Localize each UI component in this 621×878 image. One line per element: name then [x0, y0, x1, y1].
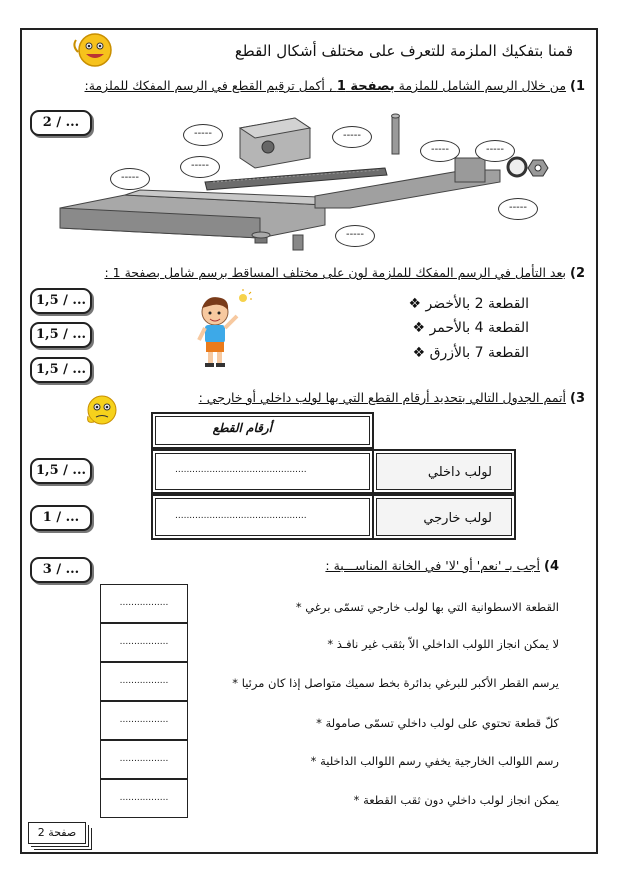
- callout-5: -----: [420, 140, 460, 162]
- q4-answer-6[interactable]: .................: [100, 779, 188, 818]
- q2-item-1: القطعة 2 بالأخضر ❖: [409, 296, 530, 312]
- q3-row-1-blank: ..............................................: [175, 465, 307, 475]
- q2-score-1: 1,5 / ...: [30, 288, 92, 314]
- q2-text: 2) بعد التأمل في الرسم المفكك للملزمة لون على مختلف المساقط برسم شامل بصفحة 1 :: [104, 265, 585, 281]
- q2-score-3: 1,5 / ...: [30, 357, 92, 383]
- q2-score-2: 1,5 / ...: [30, 322, 92, 348]
- q4-statement-5: رسم اللوالب الخارجية يخفي رسم اللوالب الداخلية *: [311, 754, 559, 768]
- q3-score-2: 1 / ...: [30, 505, 92, 531]
- q1-text: 1) من خلال الرسم الشامل للملزمة بصفحة 1 , أكمل ترقيم القطع في الرسم المفكك للملزمة:: [84, 78, 585, 94]
- q4-answer-5[interactable]: .................: [100, 740, 188, 779]
- callout-8: -----: [335, 225, 375, 247]
- q3-row-1-label: لولب داخلي: [427, 465, 492, 480]
- q3-table-header: [151, 412, 374, 449]
- q2-item-2: القطعة 4 بالأحمر ❖: [413, 320, 529, 336]
- callout-3: -----: [180, 156, 220, 178]
- q4-statement-3: يرسم القطر الأكبر للبرغي بدائرة بخط سميك متواصل إذا كان مرئيا *: [232, 676, 559, 690]
- q4-answer-2[interactable]: .................: [100, 623, 188, 662]
- q3-row-2-label: لولب خارجي: [423, 511, 492, 526]
- q1-score: 2 / ...: [30, 110, 92, 136]
- q3-header-label: أرقام القطع: [212, 421, 272, 435]
- q3-row-2-blank: ..............................................: [175, 511, 307, 521]
- smiley-icon: [70, 30, 120, 70]
- q3-row-2-label-cell: [372, 494, 516, 540]
- q3-score-1: 1,5 / ...: [30, 458, 92, 484]
- callout-7: -----: [498, 198, 538, 220]
- callout-4: -----: [110, 168, 150, 190]
- q4-statement-1: القطعة الاسطوانية التي بها لولب خارجي تسمّى برغي *: [296, 600, 559, 614]
- q4-answer-3[interactable]: .................: [100, 662, 188, 701]
- callout-2: -----: [332, 126, 372, 148]
- callout-1: -----: [183, 124, 223, 146]
- q4-statement-6: يمكن انجاز لولب داخلي دون ثقب القطعة *: [354, 793, 559, 807]
- q4-answer-1[interactable]: .................: [100, 584, 188, 623]
- q4-statement-2: لا يمكن انجاز اللولب الداخلي الاّ بثقب غير نافـذ *: [327, 637, 559, 651]
- q4-score: 3 / ...: [30, 557, 92, 583]
- q2-item-3: القطعة 7 بالأزرق ❖: [413, 345, 529, 361]
- page-number: صفحة 2: [28, 822, 86, 844]
- q3-row-2-value: [151, 494, 374, 540]
- q4-statement-4: كلّ قطعة تحتوي على لولب داخلي تسمّى صامولة *: [316, 716, 559, 730]
- page-title: قمنا بتفكيك الملزمة للتعرف على مختلف أشكال القطع: [234, 42, 573, 60]
- q3-row-1-value: [151, 449, 374, 494]
- callout-6: -----: [475, 140, 515, 162]
- q4-answer-4[interactable]: .................: [100, 701, 188, 740]
- q4-text: 4) أجب بـ 'نعم' أو 'لا' في الخانة المناســـبة :: [325, 558, 559, 574]
- thinking-smiley-icon: [82, 392, 122, 428]
- q3-text: 3) أتمم الجدول التالي بتحديد أرقام القطع التي بها لولب داخلي أو خارجي :: [198, 390, 585, 406]
- q3-row-1-label-cell: [372, 449, 516, 494]
- boy-icon: [185, 290, 255, 370]
